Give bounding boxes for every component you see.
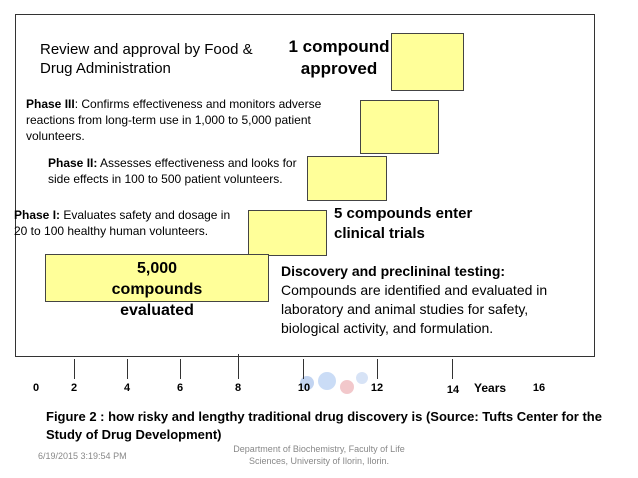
- axis-tick-label: 16: [532, 382, 546, 394]
- phase3-box: [360, 100, 439, 154]
- discovery-text: Compounds are identified and evaluated in laboratory and animal studies for safety, biological activity, and formulation.: [281, 282, 548, 336]
- axis-tick-label: 2: [70, 382, 78, 394]
- phase2-description: [48, 155, 318, 187]
- preclinical-box: [45, 254, 269, 319]
- phase1-text: Evaluates safety and dosage in 20 to 100 healthy human volunteers.: [14, 208, 231, 238]
- phase2-text: Assesses effectiveness and looks for side effects in 100 to 500 patient volunteers.: [48, 156, 297, 186]
- phase1-label: Phase I:: [14, 208, 61, 222]
- phase1-description: [14, 207, 246, 239]
- clinical-trials-label: 5 compounds enter clinical trials: [334, 205, 473, 242]
- molecule-decoration: [318, 372, 336, 390]
- compounds-evaluated-label: 5,000 compounds evaluated: [111, 260, 203, 319]
- axis-tick: [74, 359, 75, 379]
- phase1-box: [248, 210, 327, 256]
- molecule-decoration: [340, 380, 354, 394]
- axis-tick-label: 14: [446, 384, 460, 396]
- axis-unit-label: Years: [474, 381, 507, 395]
- phase3-description: [26, 96, 346, 144]
- fda-review-label: Review and approval by Food & Drug Administration: [40, 41, 253, 77]
- axis-tick: [303, 359, 304, 379]
- axis-tick-label: 0: [32, 382, 40, 394]
- compound-approved-label: 1 compound approved: [288, 37, 390, 78]
- figure-caption: Figure 2 : how risky and lengthy traditional drug discovery is (Source: Tufts Center for the Study of Drug Development): [46, 409, 602, 442]
- axis-tick: [452, 359, 453, 379]
- phase3-text: : Confirms effectiveness and monitors adverse reactions from long-term use in 1,000 to 5,000 patient volunteers.: [26, 97, 322, 143]
- axis-tick-label: 12: [370, 382, 384, 394]
- phase2-label: Phase II:: [48, 156, 98, 170]
- axis-tick: [377, 359, 378, 379]
- axis-tick: [238, 354, 239, 379]
- axis-tick-label: 6: [176, 382, 184, 394]
- axis-tick: [180, 359, 181, 379]
- phase2-box: [307, 156, 387, 201]
- phase3-label: Phase III: [26, 97, 75, 111]
- slide-footer: Department of Biochemistry, Faculty of Life Sciences, University of Ilorin, Ilorin.: [233, 444, 405, 466]
- axis-tick-label: 4: [123, 382, 131, 394]
- axis-tick-label: 10: [297, 382, 311, 394]
- discovery-description: [281, 262, 571, 338]
- discovery-title: Discovery and preclininal testing:: [281, 263, 506, 279]
- axis-tick: [127, 359, 128, 379]
- slide-date: 6/19/2015 3:19:54 PM: [38, 451, 127, 461]
- fda-approval-box: [391, 33, 464, 91]
- axis-tick-label: 8: [234, 382, 242, 394]
